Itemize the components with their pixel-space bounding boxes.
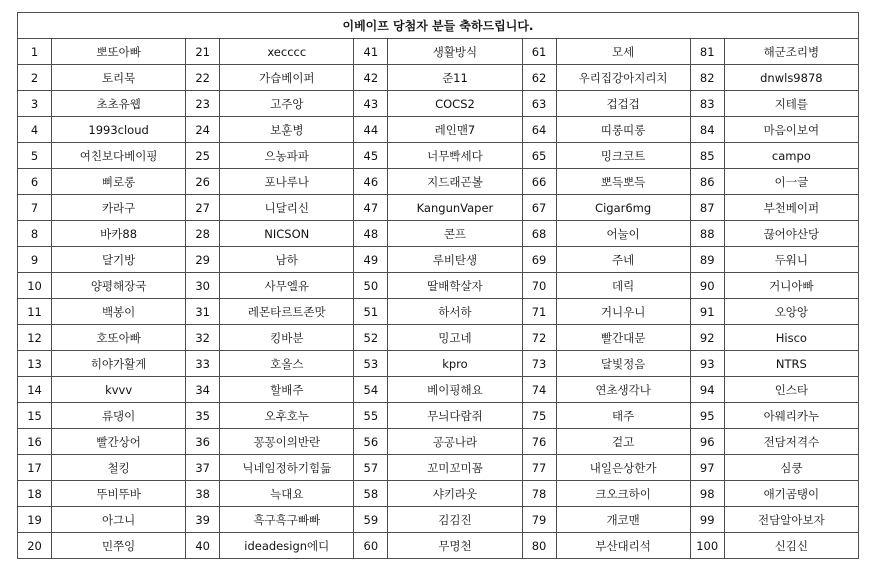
winner-name-cell: 늑대요 <box>220 481 354 507</box>
winner-name-cell: 하서하 <box>388 299 522 325</box>
winner-name-cell: 철킹 <box>52 455 186 481</box>
rank-cell: 4 <box>18 117 52 143</box>
rank-cell: 86 <box>690 169 724 195</box>
rank-cell: 54 <box>354 377 388 403</box>
table-row <box>18 455 859 481</box>
rank-cell: 90 <box>690 273 724 299</box>
winner-name-cell: 가습베이퍼 <box>220 65 354 91</box>
rank-cell: 32 <box>186 325 220 351</box>
rank-cell: 34 <box>186 377 220 403</box>
rank-cell: 97 <box>690 455 724 481</box>
winner-name-cell: 뚜비뚜바 <box>52 481 186 507</box>
rank-cell: 85 <box>690 143 724 169</box>
rank-cell: 23 <box>186 91 220 117</box>
winner-name-cell: 카라구 <box>52 195 186 221</box>
rank-cell: 75 <box>522 403 556 429</box>
winner-name-cell: 보훈병 <box>220 117 354 143</box>
rank-cell: 6 <box>18 169 52 195</box>
winner-name-cell: 우리집강아지리치 <box>556 65 690 91</box>
rank-cell: 66 <box>522 169 556 195</box>
rank-cell: 13 <box>18 351 52 377</box>
winner-name-cell: 개코맨 <box>556 507 690 533</box>
winner-name-cell: 거니우니 <box>556 299 690 325</box>
table-row <box>18 195 859 221</box>
rank-cell: 31 <box>186 299 220 325</box>
rank-cell: 46 <box>354 169 388 195</box>
rank-cell: 8 <box>18 221 52 247</box>
winner-name-cell: 띠롱띠롱 <box>556 117 690 143</box>
rank-cell: 68 <box>522 221 556 247</box>
table-title: 이베이프 당첨자 분들 축하드립니다. <box>18 13 859 39</box>
winner-name-cell: 전담저격수 <box>724 429 858 455</box>
rank-cell: 3 <box>18 91 52 117</box>
rank-cell: 43 <box>354 91 388 117</box>
winner-name-cell: kpro <box>388 351 522 377</box>
rank-cell: 61 <box>522 39 556 65</box>
winner-name-cell: 공공나라 <box>388 429 522 455</box>
rank-cell: 40 <box>186 533 220 559</box>
table-row <box>18 65 859 91</box>
table-row <box>18 533 859 559</box>
rank-cell: 96 <box>690 429 724 455</box>
winner-name-cell: 준11 <box>388 65 522 91</box>
rank-cell: 78 <box>522 481 556 507</box>
rank-cell: 87 <box>690 195 724 221</box>
winner-name-cell: 인스타 <box>724 377 858 403</box>
rank-cell: 69 <box>522 247 556 273</box>
rank-cell: 84 <box>690 117 724 143</box>
rank-cell: 36 <box>186 429 220 455</box>
rank-cell: 38 <box>186 481 220 507</box>
rank-cell: 7 <box>18 195 52 221</box>
winner-name-cell: 아웨리카누 <box>724 403 858 429</box>
rank-cell: 74 <box>522 377 556 403</box>
rank-cell: 62 <box>522 65 556 91</box>
table-row <box>18 91 859 117</box>
winner-name-cell: 호올스 <box>220 351 354 377</box>
table-body <box>18 39 859 559</box>
winner-name-cell: 닉네임정하기힘듦 <box>220 455 354 481</box>
rank-cell: 79 <box>522 507 556 533</box>
rank-cell: 73 <box>522 351 556 377</box>
winner-name-cell: 뽀또아빠 <box>52 39 186 65</box>
rank-cell: 30 <box>186 273 220 299</box>
winner-name-cell: 겁겁겁 <box>556 91 690 117</box>
table-row <box>18 377 859 403</box>
winner-name-cell: 꽁꽁이의반란 <box>220 429 354 455</box>
winner-name-cell: campo <box>724 143 858 169</box>
winner-name-cell: 레인맨7 <box>388 117 522 143</box>
rank-cell: 80 <box>522 533 556 559</box>
winner-name-cell: 연초생각나 <box>556 377 690 403</box>
rank-cell: 20 <box>18 533 52 559</box>
rank-cell: 28 <box>186 221 220 247</box>
rank-cell: 9 <box>18 247 52 273</box>
winner-name-cell: 초초유웹 <box>52 91 186 117</box>
winner-name-cell: 샤키라웃 <box>388 481 522 507</box>
rank-cell: 95 <box>690 403 724 429</box>
winner-name-cell: 양평해장국 <box>52 273 186 299</box>
rank-cell: 55 <box>354 403 388 429</box>
rank-cell: 27 <box>186 195 220 221</box>
rank-cell: 21 <box>186 39 220 65</box>
rank-cell: 70 <box>522 273 556 299</box>
winner-name-cell: 신김신 <box>724 533 858 559</box>
winner-name-cell: 사무엘유 <box>220 273 354 299</box>
rank-cell: 82 <box>690 65 724 91</box>
table-row <box>18 169 859 195</box>
winner-name-cell: 바카88 <box>52 221 186 247</box>
rank-cell: 91 <box>690 299 724 325</box>
winner-name-cell: 애기곰탱이 <box>724 481 858 507</box>
rank-cell: 29 <box>186 247 220 273</box>
rank-cell: 65 <box>522 143 556 169</box>
winner-name-cell: 해군조리병 <box>724 39 858 65</box>
rank-cell: 93 <box>690 351 724 377</box>
rank-cell: 83 <box>690 91 724 117</box>
rank-cell: 22 <box>186 65 220 91</box>
winner-name-cell: 으농파파 <box>220 143 354 169</box>
rank-cell: 52 <box>354 325 388 351</box>
rank-cell: 41 <box>354 39 388 65</box>
winner-name-cell: 부천베이퍼 <box>724 195 858 221</box>
winner-name-cell: 생활방식 <box>388 39 522 65</box>
winner-name-cell: 밍고네 <box>388 325 522 351</box>
rank-cell: 11 <box>18 299 52 325</box>
winner-name-cell: 꼬미꼬미꼼 <box>388 455 522 481</box>
table-row <box>18 273 859 299</box>
winner-name-cell: 민쭈잉 <box>52 533 186 559</box>
rank-cell: 51 <box>354 299 388 325</box>
winner-name-cell: 베이핑해요 <box>388 377 522 403</box>
rank-cell: 44 <box>354 117 388 143</box>
rank-cell: 1 <box>18 39 52 65</box>
winner-name-cell: 빨간대문 <box>556 325 690 351</box>
winner-name-cell: 여친보다베이핑 <box>52 143 186 169</box>
winner-name-cell: 전담알아보자 <box>724 507 858 533</box>
winner-name-cell: 내일은상한가 <box>556 455 690 481</box>
winner-name-cell: 니달리신 <box>220 195 354 221</box>
winner-name-cell: 류댕이 <box>52 403 186 429</box>
winner-name-cell: 모세 <box>556 39 690 65</box>
rank-cell: 18 <box>18 481 52 507</box>
winner-name-cell: 달빛정음 <box>556 351 690 377</box>
rank-cell: 45 <box>354 143 388 169</box>
winner-name-cell: KangunVaper <box>388 195 522 221</box>
winner-name-cell: 무명천 <box>388 533 522 559</box>
winner-name-cell: 고주앙 <box>220 91 354 117</box>
rank-cell: 39 <box>186 507 220 533</box>
rank-cell: 49 <box>354 247 388 273</box>
winner-name-cell: 딸배학살자 <box>388 273 522 299</box>
winner-name-cell: 오후호누 <box>220 403 354 429</box>
rank-cell: 60 <box>354 533 388 559</box>
rank-cell: 71 <box>522 299 556 325</box>
table-row <box>18 507 859 533</box>
rank-cell: 88 <box>690 221 724 247</box>
rank-cell: 25 <box>186 143 220 169</box>
rank-cell: 100 <box>690 533 724 559</box>
rank-cell: 15 <box>18 403 52 429</box>
winner-name-cell: 킹바분 <box>220 325 354 351</box>
rank-cell: 12 <box>18 325 52 351</box>
table-row <box>18 481 859 507</box>
winner-name-cell: 부산대리석 <box>556 533 690 559</box>
rank-cell: 24 <box>186 117 220 143</box>
rank-cell: 10 <box>18 273 52 299</box>
rank-cell: 33 <box>186 351 220 377</box>
winner-name-cell: 아그니 <box>52 507 186 533</box>
winner-name-cell: 밍크코트 <box>556 143 690 169</box>
rank-cell: 37 <box>186 455 220 481</box>
winner-name-cell: 토리묵 <box>52 65 186 91</box>
winner-name-cell: Hisco <box>724 325 858 351</box>
winner-name-cell: 남하 <box>220 247 354 273</box>
rank-cell: 77 <box>522 455 556 481</box>
rank-cell: 56 <box>354 429 388 455</box>
rank-cell: 16 <box>18 429 52 455</box>
winner-name-cell: 히야가활게 <box>52 351 186 377</box>
winner-name-cell: 어눌이 <box>556 221 690 247</box>
rank-cell: 26 <box>186 169 220 195</box>
winner-name-cell: 두워니 <box>724 247 858 273</box>
table-row <box>18 325 859 351</box>
winner-name-cell: kvvv <box>52 377 186 403</box>
winner-name-cell: 포나루나 <box>220 169 354 195</box>
table-row <box>18 143 859 169</box>
table-row <box>18 299 859 325</box>
winner-name-cell: 무늬다람쥐 <box>388 403 522 429</box>
rank-cell: 89 <box>690 247 724 273</box>
winner-name-cell: NICSON <box>220 221 354 247</box>
table-row <box>18 429 859 455</box>
rank-cell: 92 <box>690 325 724 351</box>
rank-cell: 99 <box>690 507 724 533</box>
title-row <box>18 13 859 39</box>
rank-cell: 53 <box>354 351 388 377</box>
rank-cell: 76 <box>522 429 556 455</box>
winner-name-cell: 1993cloud <box>52 117 186 143</box>
winner-name-cell: 태주 <box>556 403 690 429</box>
rank-cell: 48 <box>354 221 388 247</box>
rank-cell: 72 <box>522 325 556 351</box>
winner-name-cell: 레몬타르트존맛 <box>220 299 354 325</box>
table-row <box>18 117 859 143</box>
winner-name-cell: 백봉이 <box>52 299 186 325</box>
table-row <box>18 247 859 273</box>
winner-name-cell: xecccc <box>220 39 354 65</box>
rank-cell: 98 <box>690 481 724 507</box>
winner-table <box>17 12 859 559</box>
rank-cell: 81 <box>690 39 724 65</box>
winner-name-cell: 끊어야산당 <box>724 221 858 247</box>
winner-name-cell: 이一글 <box>724 169 858 195</box>
rank-cell: 2 <box>18 65 52 91</box>
winner-name-cell: 루비탄생 <box>388 247 522 273</box>
rank-cell: 94 <box>690 377 724 403</box>
winner-name-cell: 심쿵 <box>724 455 858 481</box>
winner-name-cell: Cigar6mg <box>556 195 690 221</box>
rank-cell: 59 <box>354 507 388 533</box>
rank-cell: 50 <box>354 273 388 299</box>
winner-name-cell: 달기방 <box>52 247 186 273</box>
winner-name-cell: 마음이보여 <box>724 117 858 143</box>
rank-cell: 63 <box>522 91 556 117</box>
winner-name-cell: 너무빡세다 <box>388 143 522 169</box>
winner-name-cell: 지드래곤볼 <box>388 169 522 195</box>
winner-name-cell: 거니아빠 <box>724 273 858 299</box>
rank-cell: 35 <box>186 403 220 429</box>
winner-name-cell: 할배주 <box>220 377 354 403</box>
winner-name-cell: 삐로롱 <box>52 169 186 195</box>
rank-cell: 58 <box>354 481 388 507</box>
winner-name-cell: 김김진 <box>388 507 522 533</box>
rank-cell: 17 <box>18 455 52 481</box>
table-row <box>18 39 859 65</box>
winner-name-cell: 주네 <box>556 247 690 273</box>
rank-cell: 14 <box>18 377 52 403</box>
table-row <box>18 351 859 377</box>
winner-name-cell: 콘프 <box>388 221 522 247</box>
rank-cell: 5 <box>18 143 52 169</box>
winner-name-cell: 겉고 <box>556 429 690 455</box>
rank-cell: 57 <box>354 455 388 481</box>
winner-name-cell: 뽀득뽀득 <box>556 169 690 195</box>
winner-name-cell: COCS2 <box>388 91 522 117</box>
winner-name-cell: 크오크하이 <box>556 481 690 507</box>
winner-name-cell: 빨간상어 <box>52 429 186 455</box>
winner-name-cell: 흑구흑구빠빠 <box>220 507 354 533</box>
winner-name-cell: 데릭 <box>556 273 690 299</box>
rank-cell: 64 <box>522 117 556 143</box>
winner-name-cell: ideadesign에디 <box>220 533 354 559</box>
winner-name-cell: 오앙앙 <box>724 299 858 325</box>
winner-name-cell: NTRS <box>724 351 858 377</box>
rank-cell: 19 <box>18 507 52 533</box>
rank-cell: 42 <box>354 65 388 91</box>
table-row <box>18 221 859 247</box>
winner-name-cell: 호또아빠 <box>52 325 186 351</box>
table-row <box>18 403 859 429</box>
rank-cell: 47 <box>354 195 388 221</box>
winner-name-cell: 지테를 <box>724 91 858 117</box>
winner-name-cell: dnwls9878 <box>724 65 858 91</box>
rank-cell: 67 <box>522 195 556 221</box>
